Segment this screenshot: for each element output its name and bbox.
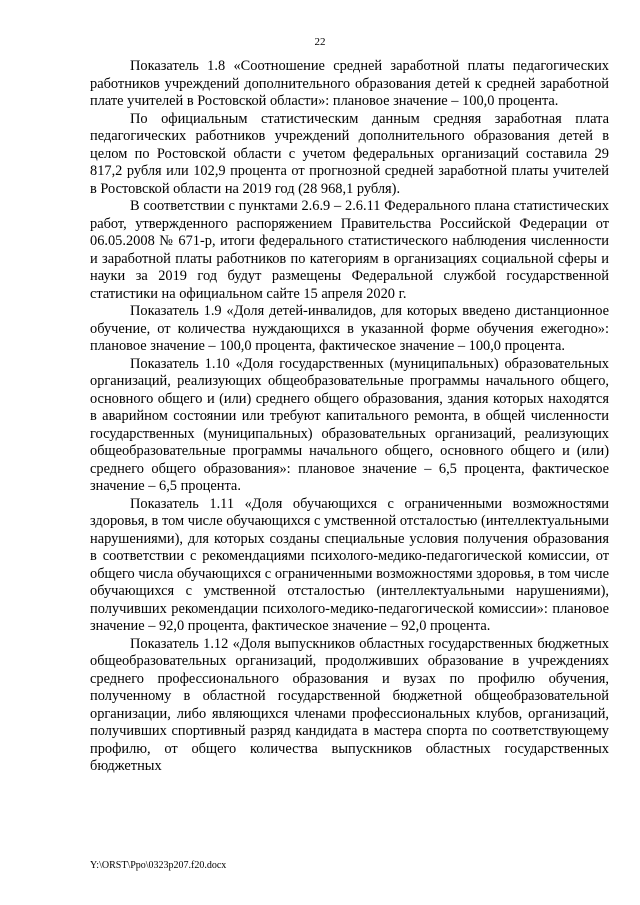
paragraph-indicator-1-12: Показатель 1.12 «Доля выпускников областных государственных бюджетных общеобразовательных организаций, продолживших образование в учреждениях среднего профессионального образования и вузах по профилю обучения, полученному в областной государственной бюджетной общеобразовательной организации, либо являющихся членами профессиональных клубов, организаций, получивших спортивный разряд кандидата в мастера спорта по соответствующему профилю, от общего количества выпускников областных государственных бюджетных	[90, 635, 609, 774]
paragraph-indicator-1-10: Показатель 1.10 «Доля государственных (муниципальных) образовательных организаций, реализующих общеобразовательные программы начального общего, основного общего и (или) среднего общего образования, здания которых находятся в аварийном состоянии или требуют капитального ремонта, в общей численности государственных (муниципальных) образовательных организаций, реализующих общеобразовательные программы начального общего, основного общего и (или) среднего общего образования»: плановое значение – 6,5 процента, фактическое значение – 6,5 процента.	[90, 355, 609, 494]
paragraph-federal-plan: В соответствии с пунктами 2.6.9 – 2.6.11 Федерального плана статистических работ, утвержденного распоряжением Правительства Российской Федерации от 06.05.2008 № 671-р, итоги федерального статистического наблюдения численности и заработной платы работников по категориям в организациях социальной сферы и науки за 2019 год будут размещены Федеральной службой государственной статистики на официальном сайте 15 апреля 2020 г.	[90, 198, 609, 302]
paragraph-salary-statistics: По официальным статистическим данным средняя заработная плата педагогических работников учреждений дополнительного образования детей в целом по Ростовской области с учетом федеральных организаций составила 29 817,2 рубля или 102,9 процента от прогнозной средней заработной платы учителей в Ростовской области на 2019 год (28 968,1 рубля).	[90, 110, 609, 197]
page-number: 22	[314, 36, 326, 48]
paragraph-indicator-1-11: Показатель 1.11 «Доля обучающихся с ограниченными возможностями здоровья, в том числе обучающихся с умственной отсталостью (интеллектуальными нарушениями), для которых созданы специальные условия получения образования в соответствии с рекомендациями психолого-медико-педагогической комиссии, от общего числа обучающихся с ограниченными возможностями здоровья, в том числе обучающихся с умственной отсталостью (интеллектуальными нарушениями), получивших рекомендации психолого-медико-педагогической комиссии»: плановое значение – 92,0 процента, фактическое значение – 92,0 процента.	[90, 495, 609, 634]
paragraph-indicator-1-9: Показатель 1.9 «Доля детей-инвалидов, для которых введено дистанционное обучение, от количества нуждающихся в указанной форме обучения ежегодно»: плановое значение – 100,0 процента, фактическое значение – 100,0 процента.	[90, 303, 609, 354]
paragraph-indicator-1-8: Показатель 1.8 «Соотношение средней заработной платы педагогических работников учреждений дополнительного образования детей к средней заработной плате учителей в Ростовской области»: плановое значение – 100,0 процента.	[90, 58, 609, 109]
file-path-footer: Y:\ORST\Ppo\0323p207.f20.docx	[90, 860, 227, 871]
document-body	[90, 58, 609, 776]
